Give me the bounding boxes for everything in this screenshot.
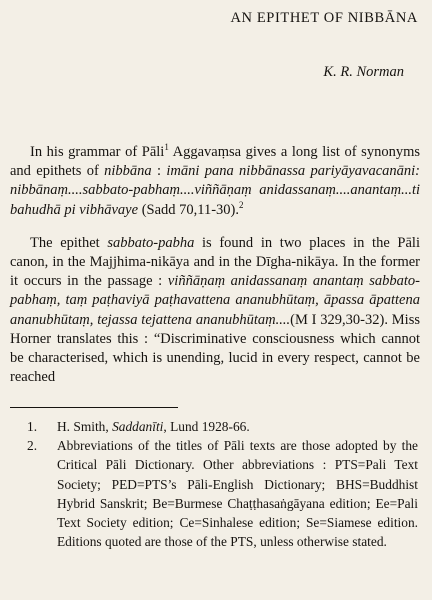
- p1-italic-nibbana: nibbāna: [104, 163, 152, 180]
- footnote-number: 2.: [27, 438, 38, 454]
- p2-italic-term: sabbato-pabha: [107, 234, 195, 251]
- footnote-text-tail: , Lund 1928-66.: [163, 419, 250, 434]
- footnote-2: [10, 436, 418, 551]
- p1-pali-quote: imāni pana nibbānassa pariyāyavacanāni: nibbānaṃ....sabbato-pabhaṃ....viññāṇaṃ anidassanaṃ....anantaṃ...ti bahudhā pi vibhāvaye: [10, 163, 420, 218]
- footnote-book-title: Saddanīti: [112, 419, 164, 434]
- footnote-ref-1[interactable]: 1: [164, 142, 169, 152]
- footnote-rule: [10, 407, 178, 408]
- p2-text-a: The epithet: [30, 234, 108, 251]
- footnotes: [10, 417, 418, 551]
- p1-text-d: :: [151, 163, 167, 180]
- footnote-number: 1.: [27, 419, 38, 434]
- footnote-1: [10, 417, 418, 436]
- footnote-text: Abbreviations of the titles of Pāli texts are those adopted by the Critical Pāli Dictionary. Other abbreviations : PTS=Pali Text Society; PED=PTS’s Pāli-English Dictionary; BHS=Buddhist Hybrid Sanskrit; Be=Burmese Chaṭṭhasaṅgāyana edition; Ee=Pali Text Society edition; Ce=Sinhalese edition; Se=Siamese edition. Editions quoted are those of the PTS, unless otherwise stated.: [57, 438, 418, 550]
- p1-text-b: Aggavaṃsa gives a long list of synonyms and epithets of: [10, 144, 420, 180]
- author-name: K. R. Norman: [323, 64, 404, 80]
- footnote-text: H. Smith,: [57, 419, 113, 434]
- paragraph-2: [10, 234, 420, 388]
- footnote-ref-2[interactable]: 2: [239, 199, 244, 210]
- p1-citation: (Sadd 70,11-30).: [138, 201, 240, 218]
- p2-pali-quote: viññāṇaṃ anidassanaṃ anantaṃ sabbato-pabhaṃ, taṃ paṭhaviyā paṭhavattena ananubhūtaṃ, āpassa āpattena ananubhūtaṃ, tejassa tejattena ananubhūtaṃ....: [10, 273, 420, 328]
- p2-text-e: (M I 329,30-32). Miss Horner translates this : “Discriminative consciousness which cannot be characterised, which is unending, lucid in every respect, cannot be reached: [10, 311, 420, 386]
- running-head: AN EPITHET OF NIBBĀNA: [230, 10, 418, 26]
- p2-text-c: is found in two places in the Pāli canon, in the Majjhima-nikāya and in the Dīgha-nikāya. In the former it occurs in the passage :: [10, 234, 420, 290]
- article-body: [10, 143, 420, 387]
- p1-text-a: In his grammar of Pāli: [30, 144, 165, 160]
- paragraph-1: [10, 143, 420, 220]
